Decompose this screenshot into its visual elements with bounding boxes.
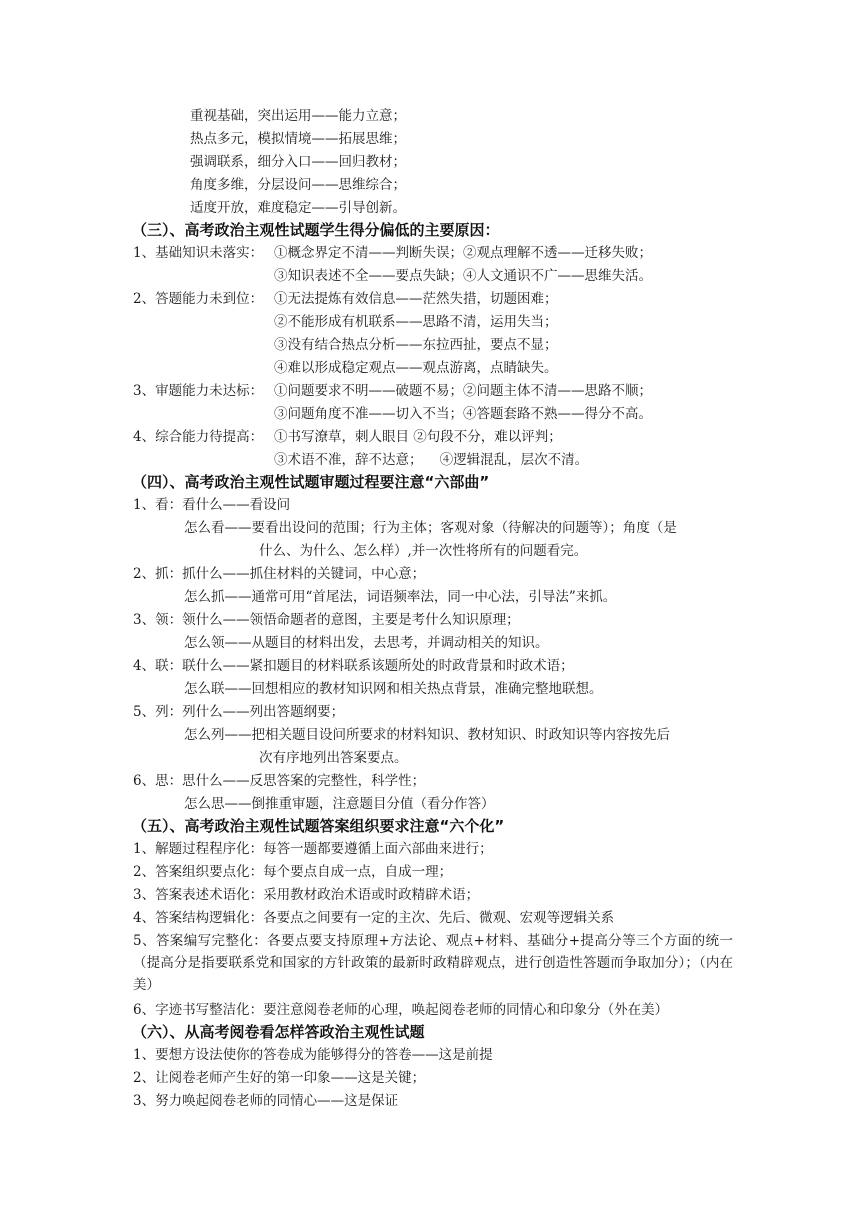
intro-line: 重视基础，突出运用——能力立意；	[190, 108, 406, 124]
list-item-text: ①无法提炼有效信息——茫然失措，切题困难；	[274, 291, 558, 307]
step-detail: 怎么列——把相关题目设问所要求的材料知识、教材知识、时政知识等内容按先后	[184, 727, 670, 743]
list-item-text: ②不能形成有机联系——思路不清，运用失当；	[274, 314, 558, 330]
list-item-label: 4、综合能力待提高：	[133, 429, 264, 445]
intro-line: 强调联系，细分入口——回归教材；	[190, 154, 406, 170]
step-detail: 怎么看——要看出设问的范围；行为主体；客观对象（待解决的问题等）；角度（是	[184, 520, 677, 536]
list-item-label: 3、审题能力未达标：	[133, 383, 264, 399]
section-heading: （五）、高考政治主观性试题答案组织要求注意“六个化”	[132, 817, 505, 835]
list-item: 3、答案表述术语化：采用教材政治术语或时政精辟术语；	[133, 887, 480, 903]
list-item: 2、答案组织要点化：每个要点自成一点，自成一理；	[133, 864, 453, 880]
intro-line: 热点多元，模拟情境——拓展思维；	[190, 131, 406, 147]
step-detail: 怎么联——回想相应的教材知识网和相关热点背景，准确完整地联想。	[184, 681, 603, 697]
list-item: 1、要想方设法使你的答卷成为能够得分的答卷——这是前提	[133, 1047, 493, 1063]
list-item: 3、努力唤起阅卷老师的同情心——这是保证	[133, 1093, 399, 1109]
step-detail: 次有序地列出答案要点。	[259, 750, 408, 766]
step-label: 5、列：列什么——列出答题纲要；	[133, 704, 345, 720]
step-detail: 什么、为什么、怎么样）,并一次性将所有的问题看完。	[259, 543, 588, 559]
step-label: 6、思：思什么——反思答案的完整性，科学性；	[133, 773, 426, 789]
step-detail: 怎么抓——通常可用“首尾法，词语频率法，同一中心法，引导法”来抓。	[184, 589, 617, 605]
section-heading: （六）、从高考阅卷看怎样答政治主观性试题	[132, 1023, 425, 1041]
section-heading: （三）、高考政治主观性试题学生得分偏低的主要原因：	[132, 221, 500, 239]
step-detail: 怎么思——倒推重审题，注意题目分值（看分作答）	[184, 796, 495, 812]
list-item: 2、让阅卷老师产生好的第一印象——这是关键；	[133, 1070, 426, 1086]
list-item-label: 1、基础知识未落实：	[133, 245, 264, 261]
list-item-text: ①书写潦草，刺人眼目 ②句段不分，难以评判；	[274, 429, 562, 445]
list-item-label: 2、答题能力未到位：	[133, 291, 264, 307]
list-item: 1、解题过程程序化：每答一题都要遵循上面六部曲来进行；	[133, 841, 493, 857]
list-item-text: ③没有结合热点分析——东拉西扯，要点不显；	[274, 337, 558, 353]
intro-line: 适度开放，难度稳定——引导创新。	[190, 200, 406, 216]
step-detail: 怎么领——从题目的材料出发，去思考，并调动相关的知识。	[184, 635, 549, 651]
list-item-text: ①概念界定不清——判断失误；②观点理解不透——迁移失败；	[274, 245, 652, 261]
intro-line: 角度多维，分层设问——思维综合；	[190, 177, 406, 193]
list-item: 5、答案编写完整化：各要点要支持原理+方法论、观点+材料、基础分+提高分等三个方面的统一（提高分是指要联系党和国家的方针政策的最新时政精辟观点，进行创造性答题而争取加分）；（内在美）	[133, 933, 733, 993]
list-item-text: ③问题角度不准——切入不当；④答题套路不熟——得分不高。	[274, 406, 652, 422]
step-label: 3、领：领什么——领悟命题者的意图，主要是考什么知识原理；	[133, 612, 520, 628]
list-item-text: ①问题要求不明——破题不易；②问题主体不清——思路不顺；	[274, 383, 652, 399]
list-item: 4、答案结构逻辑化：各要点之间要有一定的主次、先后、微观、宏观等逻辑关系	[133, 910, 615, 926]
section-heading: （四）、高考政治主观性试题审题过程要注意“六部曲”	[132, 473, 490, 491]
step-label: 2、抓：抓什么——抓住材料的关键词，中心意；	[133, 566, 426, 582]
list-item-text: ③知识表述不全——要点失缺；④人文通识不广——思维失活。	[274, 268, 652, 284]
list-item-text: ④难以形成稳定观点——观点游离，点睛缺失。	[274, 360, 558, 376]
list-item-text: ③术语不准，辞不达意； ④逻辑混乱，层次不清。	[274, 452, 589, 468]
list-item: 6、字迹书写整洁化：要注意阅卷老师的心理，唤起阅卷老师的同情心和印象分（外在美）	[133, 1002, 669, 1018]
step-label: 1、看：看什么——看设问	[133, 497, 291, 513]
step-label: 4、联：联什么——紧扣题目的材料联系该题所处的时政背景和时政术语；	[133, 658, 574, 674]
